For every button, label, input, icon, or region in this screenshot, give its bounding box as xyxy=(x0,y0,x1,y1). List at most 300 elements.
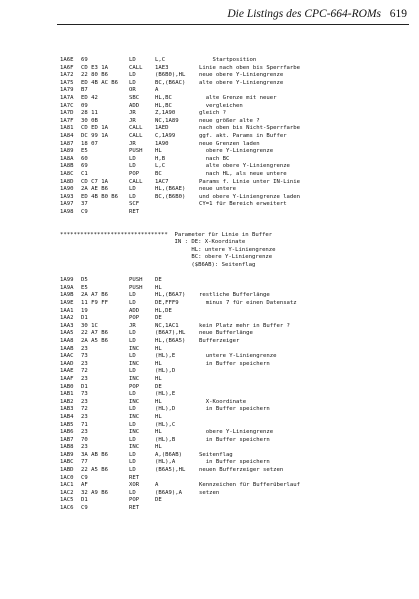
mnemonic: LD xyxy=(129,72,136,79)
address: 1AC2 xyxy=(60,489,74,496)
mnemonic: POP xyxy=(129,315,140,322)
listing-line xyxy=(60,209,415,217)
mnemonic: INC xyxy=(129,398,140,405)
listing-line xyxy=(60,475,415,483)
address: 1AB3 xyxy=(60,406,74,413)
mnemonic: PUSH xyxy=(129,148,143,155)
address: 1A93 xyxy=(60,193,74,200)
operand: (B6A5),HL xyxy=(155,467,186,474)
opcode-bytes: 60 xyxy=(81,155,88,162)
listing-line xyxy=(60,452,415,460)
address: 1AAC xyxy=(60,353,74,360)
mnemonic: PUSH xyxy=(129,277,143,284)
operand: (HL),E xyxy=(155,391,176,398)
operand: HL xyxy=(155,284,162,291)
address: 1AC6 xyxy=(60,505,74,512)
comment: gleich ? xyxy=(199,110,226,117)
operand: HL xyxy=(155,345,162,352)
opcode-bytes: 23 xyxy=(81,429,88,436)
mnemonic: RET xyxy=(129,208,140,215)
address: 1A7D xyxy=(60,110,74,117)
listing-line xyxy=(60,171,415,179)
assembly-listing xyxy=(60,57,415,513)
opcode-bytes: D1 xyxy=(81,315,88,322)
operand: HL xyxy=(155,413,162,420)
listing-line xyxy=(60,57,415,65)
mnemonic: JR xyxy=(129,140,136,147)
mnemonic: JR xyxy=(129,117,136,124)
listing-line xyxy=(60,376,415,384)
mnemonic: LD xyxy=(129,451,136,458)
opcode-bytes: 23 xyxy=(81,413,88,420)
listing-line xyxy=(60,277,415,285)
operand: (HL),C xyxy=(155,421,176,428)
mnemonic: LD xyxy=(129,467,136,474)
operand: 1AC7 xyxy=(155,178,169,185)
operand: L,C xyxy=(155,57,166,63)
opcode-bytes: 72 xyxy=(81,406,88,413)
comment: untere Y-Liniengrenze xyxy=(199,353,277,360)
opcode-bytes: 2A A5 B6 xyxy=(81,337,108,344)
mnemonic: SCF xyxy=(129,201,140,208)
address: 1A6F xyxy=(60,64,74,71)
operand: DE xyxy=(155,315,162,322)
mnemonic: LD xyxy=(129,57,136,63)
parameter-comment-line xyxy=(60,262,415,270)
mnemonic: INC xyxy=(129,429,140,436)
operand: HL,DE xyxy=(155,307,172,314)
opcode-bytes: AF xyxy=(81,482,88,489)
mnemonic: CALL xyxy=(129,64,143,71)
opcode-bytes: ED 4B B0 B6 xyxy=(81,193,119,200)
mnemonic: LD xyxy=(129,391,136,398)
mnemonic: PUSH xyxy=(129,284,143,291)
mnemonic: CALL xyxy=(129,178,143,185)
operand: HL xyxy=(155,398,162,405)
comment: nach HL, als neue untere xyxy=(199,170,287,177)
mnemonic: LD xyxy=(129,436,136,443)
opcode-bytes: 3A AB B6 xyxy=(81,451,108,458)
address: 1A97 xyxy=(60,201,74,208)
address: 1A75 xyxy=(60,79,74,86)
comment: neue Grenzen laden xyxy=(199,140,260,147)
comment: alte Grenze mit neuer xyxy=(199,94,277,101)
mnemonic: INC xyxy=(129,375,140,382)
mnemonic: LD xyxy=(129,406,136,413)
operand: HL,BC xyxy=(155,94,172,101)
address: 1AB4 xyxy=(60,413,74,420)
listing-line xyxy=(60,368,415,376)
listing-line xyxy=(60,194,415,202)
listing-line xyxy=(60,110,415,118)
opcode-bytes: 22 80 B6 xyxy=(81,72,108,79)
opcode-bytes: 23 xyxy=(81,398,88,405)
address: 1A87 xyxy=(60,140,74,147)
listing-line xyxy=(60,292,415,300)
listing-line xyxy=(60,429,415,437)
operand: A xyxy=(155,87,159,94)
address: 1AC5 xyxy=(60,497,74,504)
operand: HL xyxy=(155,148,162,155)
comment: CY=1 für Bereich erweitert xyxy=(199,201,287,208)
address: 1A7A xyxy=(60,94,74,101)
opcode-bytes: E5 xyxy=(81,148,88,155)
comment-text: IN : DE: X-Koordinate xyxy=(60,239,246,246)
operand: C,1A99 xyxy=(155,132,176,139)
comment: Linie nach oben bis Sperrfarbe xyxy=(199,64,301,71)
operand: (HL),A xyxy=(155,459,176,466)
listing-line xyxy=(60,72,415,80)
listing-line xyxy=(60,482,415,490)
opcode-bytes: ED 42 xyxy=(81,94,98,101)
opcode-bytes: 32 A9 B6 xyxy=(81,489,108,496)
address: 1AA2 xyxy=(60,315,74,322)
listing-line xyxy=(60,467,415,475)
operand: L,C xyxy=(155,163,166,170)
comment: setzen xyxy=(199,489,220,496)
opcode-bytes: 09 xyxy=(81,102,88,109)
mnemonic: JR xyxy=(129,110,136,117)
opcode-bytes: 70 xyxy=(81,436,88,443)
operand: Z,1A90 xyxy=(155,110,176,117)
operand: (HL),B xyxy=(155,436,176,443)
comment: neue größer alte ? xyxy=(199,117,260,124)
blank-line xyxy=(60,216,415,224)
mnemonic: LD xyxy=(129,368,136,375)
address: 1A7C xyxy=(60,102,74,109)
address: 1A6E xyxy=(60,57,74,63)
mnemonic: LD xyxy=(129,421,136,428)
mnemonic: INC xyxy=(129,444,140,451)
mnemonic: LD xyxy=(129,186,136,193)
comment: Kennzeichen für Bufferüberlauf xyxy=(199,482,301,489)
listing-line xyxy=(60,459,415,467)
listing-line xyxy=(60,163,415,171)
listing-line xyxy=(60,308,415,316)
mnemonic: INC xyxy=(129,413,140,420)
address: 1A81 xyxy=(60,125,74,132)
mnemonic: LD xyxy=(129,337,136,344)
operand: 1AE3 xyxy=(155,64,169,71)
opcode-bytes: 37 xyxy=(81,201,88,208)
comment-text: ($B6AB): Seitenflag xyxy=(60,262,256,269)
operand: HL xyxy=(155,375,162,382)
opcode-bytes: 69 xyxy=(81,57,88,63)
parameter-comment-line xyxy=(60,232,415,240)
listing-line xyxy=(60,179,415,187)
listing-line xyxy=(60,353,415,361)
operand: NC,1A89 xyxy=(155,117,179,124)
opcode-bytes: 2A A7 B6 xyxy=(81,292,108,299)
mnemonic: LD xyxy=(129,292,136,299)
address: 1AA8 xyxy=(60,337,74,344)
listing-line xyxy=(60,497,415,505)
listing-line xyxy=(60,201,415,209)
operand: NC,1AC1 xyxy=(155,322,179,329)
opcode-bytes: 73 xyxy=(81,391,88,398)
operand: A,(B6AB) xyxy=(155,451,182,458)
operand: DE,FFF9 xyxy=(155,300,179,306)
mnemonic: LD xyxy=(129,300,136,306)
opcode-bytes: 23 xyxy=(81,444,88,451)
mnemonic: RET xyxy=(129,505,140,512)
mnemonic: JR xyxy=(129,322,136,329)
listing-line xyxy=(60,422,415,430)
address: 1AC1 xyxy=(60,482,74,489)
listing-line xyxy=(60,156,415,164)
opcode-bytes: C9 xyxy=(81,474,88,481)
mnemonic: POP xyxy=(129,383,140,390)
comment: X-Koordinate xyxy=(199,398,247,405)
comment: neue obere Y-Liniengrenze xyxy=(199,72,284,79)
operand: (HL),D xyxy=(155,368,176,375)
mnemonic: ADD xyxy=(129,102,140,109)
operand: DE xyxy=(155,497,162,504)
address: 1AB9 xyxy=(60,451,74,458)
address: 1A79 xyxy=(60,87,74,94)
comment: in Buffer speichern xyxy=(199,459,270,466)
operand: (HL),D xyxy=(155,406,176,413)
comment: obere Y-Liniengrenze xyxy=(199,429,274,436)
mnemonic: LD xyxy=(129,489,136,496)
comment: neuen Bufferzeiger setzen xyxy=(199,467,284,474)
listing-line xyxy=(60,118,415,126)
address: 1AC0 xyxy=(60,474,74,481)
listing-line xyxy=(60,300,415,308)
comment: Params f. Linie unter IN-Linie xyxy=(199,178,301,185)
comment: neue Bufferlänge xyxy=(199,330,253,337)
comment: minus 7 für einen Datensatz xyxy=(199,300,297,306)
operand: HL xyxy=(155,444,162,451)
operand: A xyxy=(155,482,159,489)
listing-line xyxy=(60,141,415,149)
address: 1AAD xyxy=(60,360,74,367)
page-number: 619 xyxy=(389,8,407,20)
operand: 1A90 xyxy=(155,140,169,147)
opcode-bytes: 18 07 xyxy=(81,140,98,147)
address: 1A9A xyxy=(60,284,74,291)
comment: nach BC xyxy=(199,155,230,162)
listing-line xyxy=(60,330,415,338)
listing-line xyxy=(60,346,415,354)
address: 1AA3 xyxy=(60,322,74,329)
mnemonic: RET xyxy=(129,474,140,481)
address: 1AB1 xyxy=(60,391,74,398)
parameter-comment-block xyxy=(60,232,415,278)
comment: in Buffer speichern xyxy=(199,406,270,413)
listing-line xyxy=(60,133,415,141)
operand: (HL),E xyxy=(155,353,176,360)
operand: BC,(B6AC) xyxy=(155,79,186,86)
listing-line xyxy=(60,95,415,103)
operand: 1AED xyxy=(155,125,169,132)
address: 1AB6 xyxy=(60,429,74,436)
opcode-bytes: B7 xyxy=(81,87,88,94)
comment: kein Platz mehr in Buffer ? xyxy=(199,322,290,329)
mnemonic: XOR xyxy=(129,482,140,489)
address: 1AB8 xyxy=(60,444,74,451)
opcode-bytes: CD E3 1A xyxy=(81,64,108,71)
address: 1AAE xyxy=(60,368,74,375)
parameter-comment-line xyxy=(60,247,415,255)
mnemonic: LD xyxy=(129,155,136,162)
address: 1AB5 xyxy=(60,421,74,428)
comment: alte obere Y-Liniengrenze xyxy=(199,163,290,170)
address: 1ABC xyxy=(60,459,74,466)
address: 1A89 xyxy=(60,148,74,155)
mnemonic: LD xyxy=(129,163,136,170)
listing-line xyxy=(60,490,415,498)
operand: DE xyxy=(155,383,162,390)
opcode-bytes: DC 99 1A xyxy=(81,132,108,139)
opcode-bytes: C1 xyxy=(81,170,88,177)
listing-line xyxy=(60,315,415,323)
comment-text: HL: untere Y-Liniengrenze xyxy=(60,246,276,253)
opcode-bytes: 73 xyxy=(81,353,88,360)
operand: HL,(B6AE) xyxy=(155,186,186,193)
opcode-bytes: CD C7 1A xyxy=(81,178,108,185)
operand: HL,(B6A5) xyxy=(155,337,186,344)
comment-text: BC: obere Y-Liniengrenze xyxy=(60,254,273,261)
address: 1A8C xyxy=(60,170,74,177)
listing-line xyxy=(60,361,415,369)
comment: ggf. akt. Params in Buffer xyxy=(199,132,287,139)
mnemonic: INC xyxy=(129,345,140,352)
comment: und obere Y-Liniengrenze laden xyxy=(199,193,301,200)
listing-line xyxy=(60,148,415,156)
listing-line xyxy=(60,414,415,422)
mnemonic: CALL xyxy=(129,125,143,132)
opcode-bytes: 19 xyxy=(81,307,88,314)
operand: HL xyxy=(155,429,162,436)
address: 1AA5 xyxy=(60,330,74,337)
opcode-bytes: 23 xyxy=(81,375,88,382)
mnemonic: SBC xyxy=(129,94,140,101)
opcode-bytes: 72 xyxy=(81,368,88,375)
mnemonic: INC xyxy=(129,360,140,367)
comment: neue untere xyxy=(199,186,237,193)
mnemonic: ADD xyxy=(129,307,140,314)
address: 1A8B xyxy=(60,163,74,170)
comment: in Buffer speichern xyxy=(199,436,270,443)
address: 1A84 xyxy=(60,132,74,139)
opcode-bytes: 11 F9 FF xyxy=(81,300,108,306)
listing-line xyxy=(60,505,415,513)
opcode-bytes: D5 xyxy=(81,277,88,284)
operand: BC xyxy=(155,170,162,177)
opcode-bytes: 30 1C xyxy=(81,322,98,329)
mnemonic: LD xyxy=(129,353,136,360)
operand: HL,BC xyxy=(155,102,172,109)
opcode-bytes: CD ED 1A xyxy=(81,125,108,132)
opcode-bytes: E5 xyxy=(81,284,88,291)
listing-line xyxy=(60,87,415,95)
running-title: Die Listings des CPC-664-ROMs xyxy=(227,8,381,20)
operand: HL,(B6A7) xyxy=(155,292,186,299)
address: 1AAF xyxy=(60,375,74,382)
opcode-bytes: C9 xyxy=(81,505,88,512)
operand: DE xyxy=(155,277,162,284)
address: 1A7F xyxy=(60,117,74,124)
opcode-bytes: 2A AE B6 xyxy=(81,186,108,193)
comment: Bufferzeiger xyxy=(199,337,240,344)
operand: HL xyxy=(155,360,162,367)
operand: (B6B0),HL xyxy=(155,72,186,79)
address: 1A8A xyxy=(60,155,74,162)
comment: Seitenflag xyxy=(199,451,233,458)
comment: alte obere Y-Liniengrenze xyxy=(199,79,284,86)
comment: nach oben bis Nicht-Sperrfarbe xyxy=(199,125,301,132)
comment: restliche Bufferlänge xyxy=(199,292,270,299)
comment: vergleichen xyxy=(199,102,243,109)
listing-line xyxy=(60,80,415,88)
mnemonic: LD xyxy=(129,193,136,200)
opcode-bytes: C9 xyxy=(81,208,88,215)
address: 1A9E xyxy=(60,300,74,306)
comment-text: ******************************** Parameter für Linie in Buffer xyxy=(60,231,273,238)
listing-line xyxy=(60,399,415,407)
opcode-bytes: 77 xyxy=(81,459,88,466)
operand: H,B xyxy=(155,155,166,162)
address: 1A98 xyxy=(60,208,74,215)
opcode-bytes: 23 xyxy=(81,345,88,352)
listing-line xyxy=(60,323,415,331)
address: 1ABD xyxy=(60,467,74,474)
opcode-bytes: 71 xyxy=(81,421,88,428)
address: 1A9B xyxy=(60,292,74,299)
opcode-bytes: D1 xyxy=(81,497,88,504)
listing-block-1 xyxy=(60,57,415,232)
address: 1AB7 xyxy=(60,436,74,443)
listing-line xyxy=(60,103,415,111)
opcode-bytes: 22 A7 B6 xyxy=(81,330,108,337)
parameter-comment-line xyxy=(60,239,415,247)
listing-line xyxy=(60,125,415,133)
operand: (B6A9),A xyxy=(155,489,182,496)
mnemonic: LD xyxy=(129,79,136,86)
mnemonic: LD xyxy=(129,330,136,337)
opcode-bytes: D1 xyxy=(81,383,88,390)
comment: Startposition xyxy=(199,57,257,63)
address: 1A99 xyxy=(60,277,74,284)
operand: (B6A7),HL xyxy=(155,330,186,337)
mnemonic: LD xyxy=(129,459,136,466)
listing-line xyxy=(60,391,415,399)
page-header xyxy=(0,0,419,46)
address: 1AA1 xyxy=(60,307,74,314)
opcode-bytes: 30 0B xyxy=(81,117,98,124)
parameter-comment-line xyxy=(60,254,415,262)
listing-line xyxy=(60,186,415,194)
listing-block-2 xyxy=(60,277,415,512)
listing-line xyxy=(60,406,415,414)
blank-line xyxy=(60,270,415,278)
opcode-bytes: 28 11 xyxy=(81,110,98,117)
listing-line xyxy=(60,444,415,452)
address: 1AB0 xyxy=(60,383,74,390)
listing-line xyxy=(60,437,415,445)
opcode-bytes: 22 A5 B6 xyxy=(81,467,108,474)
mnemonic: OR xyxy=(129,87,136,94)
listing-line xyxy=(60,65,415,73)
opcode-bytes: 23 xyxy=(81,360,88,367)
listing-line xyxy=(60,285,415,293)
address: 1AB2 xyxy=(60,398,74,405)
listing-line xyxy=(60,384,415,392)
blank-line xyxy=(60,224,415,232)
comment: obere Y-Liniengrenze xyxy=(199,148,274,155)
mnemonic: POP xyxy=(129,170,140,177)
